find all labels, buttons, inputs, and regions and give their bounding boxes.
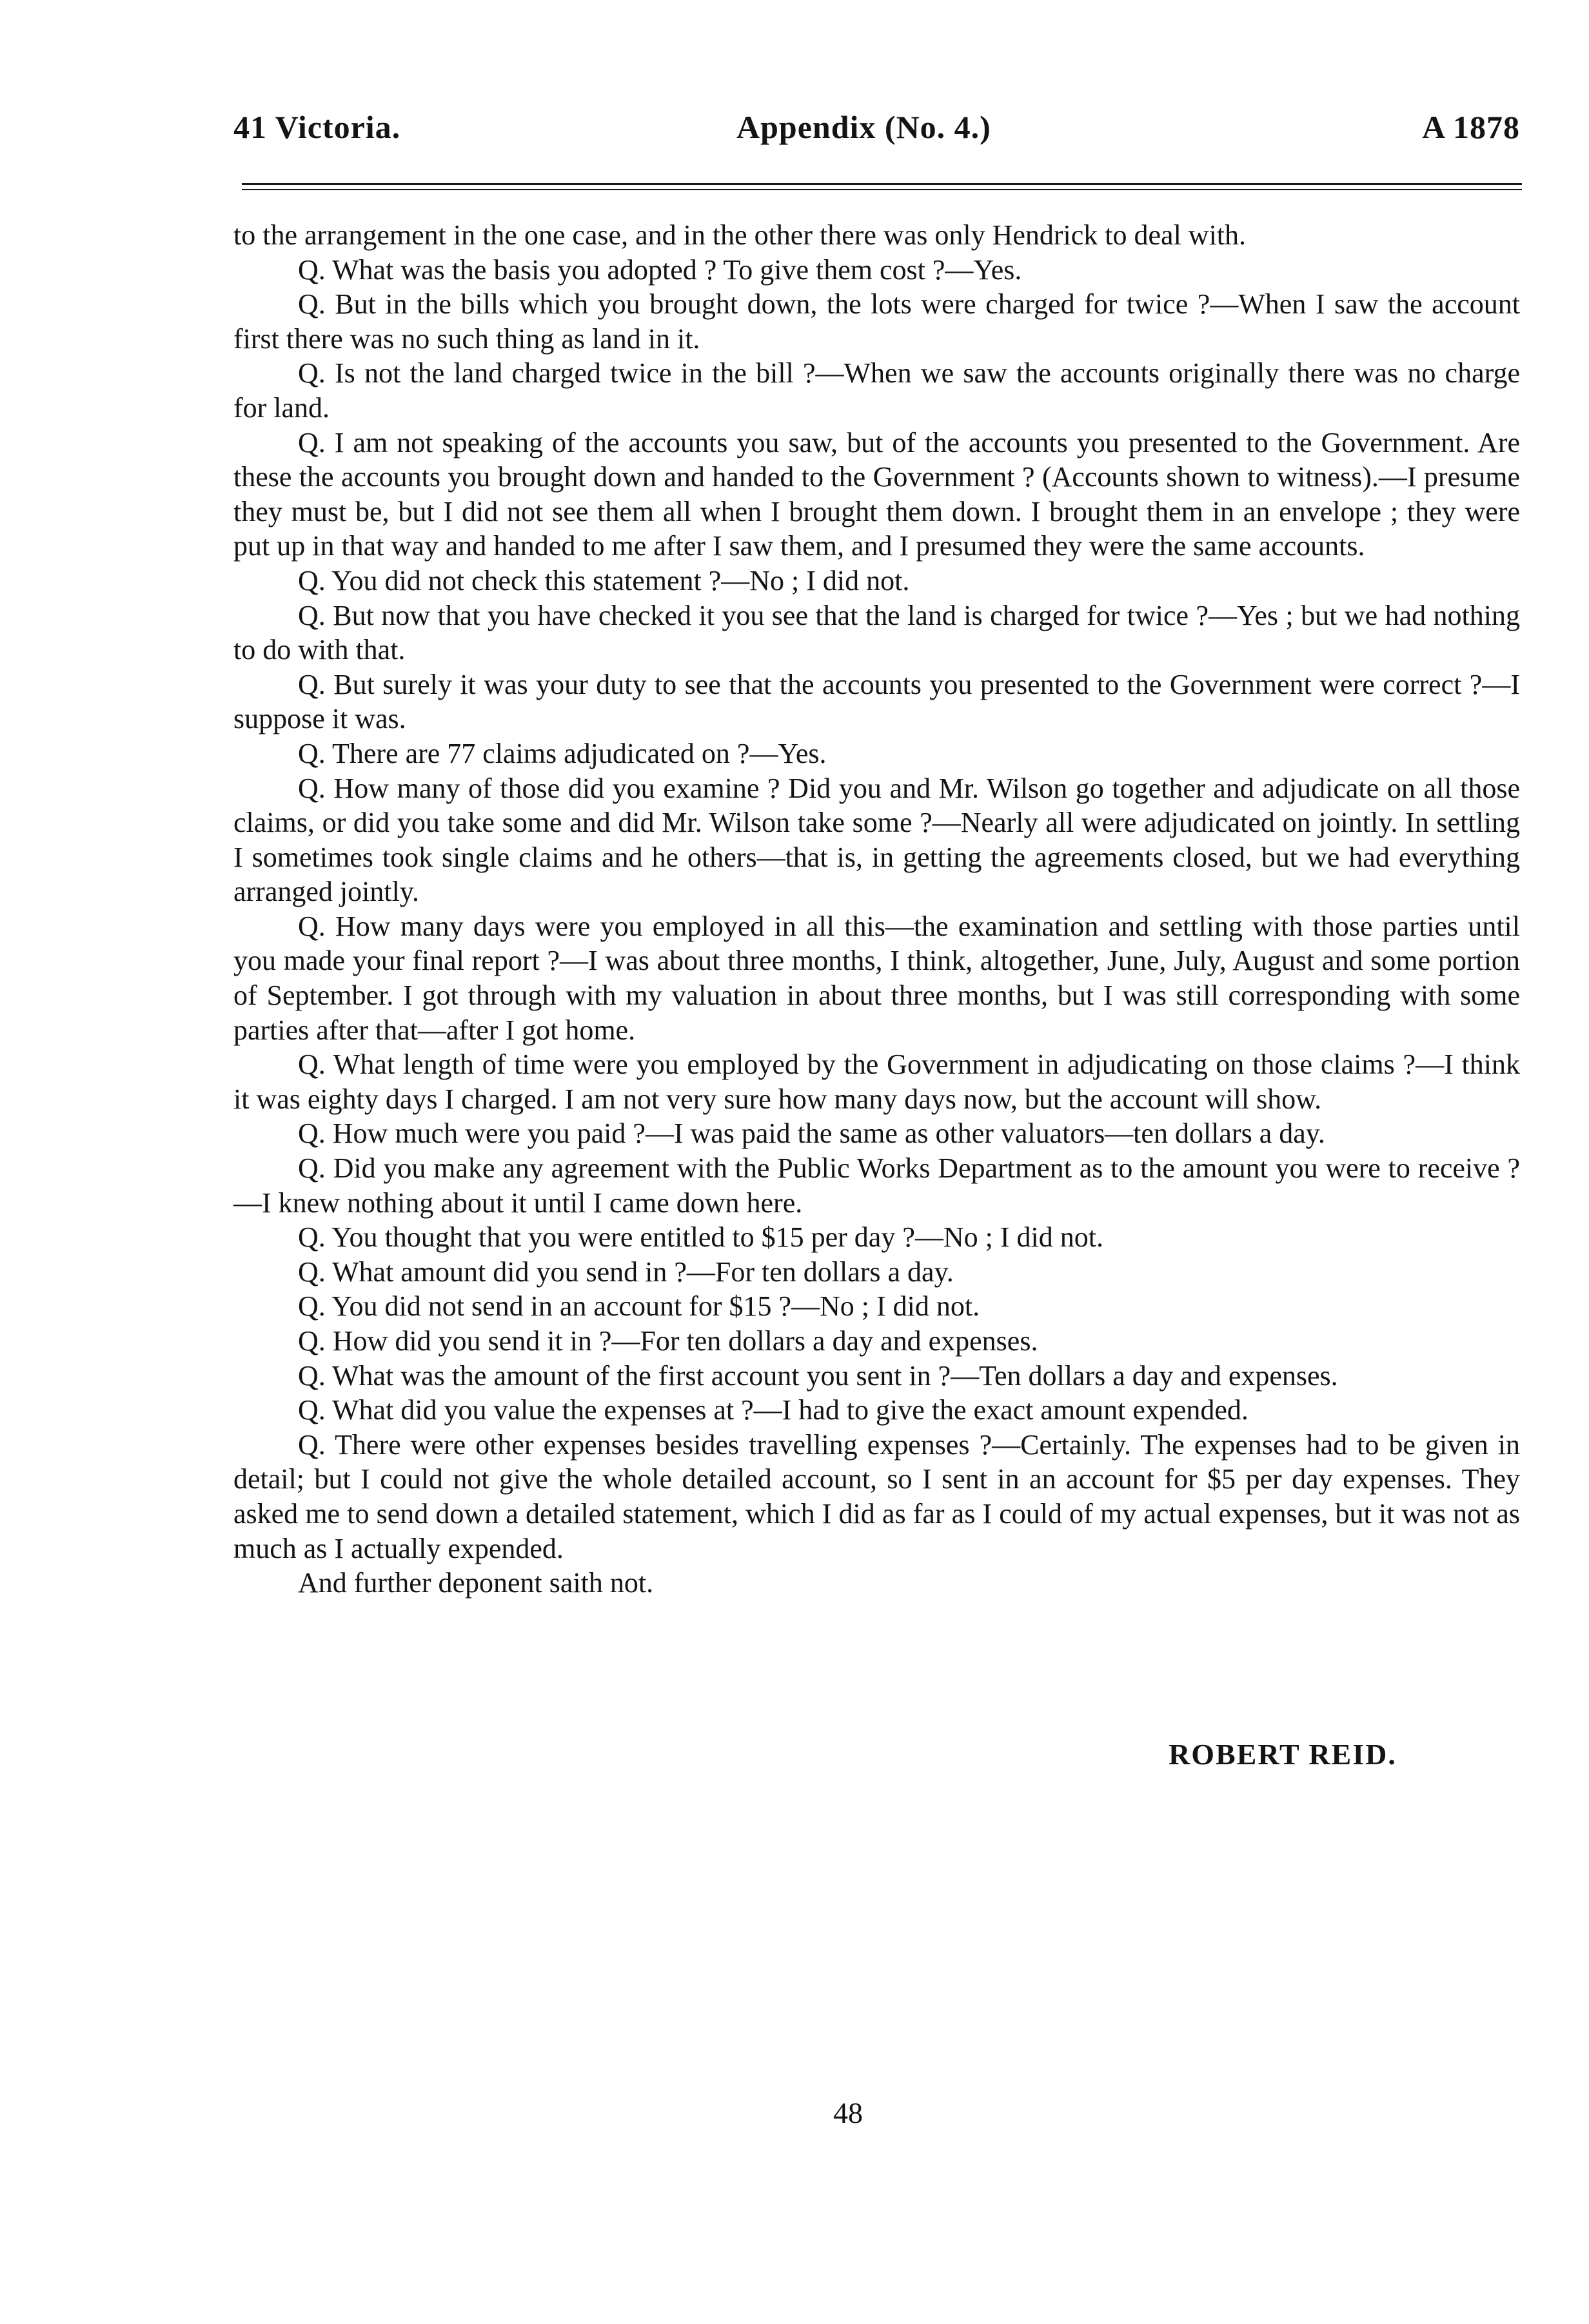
paragraph: Q. How did you send it in ?—For ten dollars a day and expenses.: [298, 1325, 1038, 1357]
paragraph: Q. You did not check this statement ?—No ; I did not.: [298, 564, 910, 596]
paragraph: Q. How many of those did you examine ? Did you and Mr. Wilson go together and adjudicate on all those claims, or did you take some and did Mr. Wilson take some ?—Nearly all were adjudicated on jointly. In settling I sometimes took single claims and he others—that is, in getting the agreements closed, but we had everything arranged jointly.: [233, 772, 1520, 908]
paragraph: Q. What length of time were you employed by the Government in adjudicating on those claims ?—I think it was eighty days I charged. I am not very sure how many days now, but the account will show.: [233, 1049, 1520, 1115]
paragraph: Q. What was the amount of the first account you sent in ?—Ten dollars a day and expenses.: [298, 1359, 1338, 1392]
paragraph: Q. But in the bills which you brought down, the lots were charged for twice ?—When I saw the account first there was no such thing as land in it.: [233, 288, 1520, 355]
paragraph: Q. There were other expenses besides travelling expenses ?—Certainly. The expenses had to be given in detail; but I could not give the whole detailed account, so I sent in an account for $5 per day expenses. They asked me to send down a detailed statement, which I did as far as I could of my actual expenses, but it was not as much as I actually expended.: [233, 1428, 1520, 1564]
paragraph: Q. What did you value the expenses at ?—I had to give the exact amount expended.: [298, 1394, 1248, 1426]
page-header: [233, 108, 1520, 153]
paragraph: Q. Is not the land charged twice in the bill ?—When we saw the accounts originally there was no charge for land.: [233, 357, 1520, 424]
paragraph: Q. What was the basis you adopted ? To give them cost ?—Yes.: [298, 253, 1022, 286]
paragraph: Q. There are 77 claims adjudicated on ?—Yes.: [298, 737, 827, 769]
signature: ROBERT REID.: [1169, 1738, 1397, 1771]
paragraph: And further deponent saith not.: [298, 1567, 654, 1599]
paragraph: Q. But now that you have checked it you see that the land is charged for twice ?—Yes ; but we had nothing to do with that.: [233, 599, 1520, 666]
page-number: 48: [833, 2096, 863, 2129]
paragraph: Q. How much were you paid ?—I was paid the same as other valuators—ten dollars a day.: [298, 1118, 1325, 1150]
header-right-year: A 1878: [1422, 109, 1520, 145]
paragraph: Q. You did not send in an account for $15 ?—No ; I did not.: [298, 1290, 980, 1323]
header-left-victoria: 41 Victoria.: [233, 109, 401, 145]
paragraph: Q. Did you make any agreement with the Public Works Department as to the amount you were to receive ?—I knew nothing about it until I came down here.: [233, 1152, 1520, 1219]
paragraph: Q. How many days were you employed in all this—the examination and settling with those parties until you made your final report ?—I was about three months, I think, altogether, June, July, August and some portion of September. I got through with my valuation in about three months, but I was still corresponding with some parties after that—after I got home.: [233, 910, 1520, 1046]
paragraph: Q. You thought that you were entitled to $15 per day ?—No ; I did not.: [298, 1221, 1103, 1254]
header-rule-top: [242, 183, 1522, 185]
paragraph: Q. I am not speaking of the accounts you saw, but of the accounts you presented to the Government. Are these the accounts you brought down and handed to the Government ? (Accounts shown to witness).—I presume they must be, but I did not see them all when I brought them down. I brought them in an envelope ; they were put up in that way and handed to me after I saw them, and I presumed they were the same accounts.: [233, 426, 1520, 562]
testimony-body: [233, 218, 1520, 1600]
header-rule-bottom: [242, 189, 1522, 190]
paragraph: to the arrangement in the one case, and in the other there was only Hendrick to deal with.: [233, 219, 1247, 251]
header-center-appendix: Appendix (No. 4.): [736, 109, 991, 145]
paragraph: Q. But surely it was your duty to see that the accounts you presented to the Government were correct ?—I suppose it was.: [233, 668, 1520, 735]
paragraph: Q. What amount did you send in ?—For ten dollars a day.: [298, 1256, 954, 1288]
